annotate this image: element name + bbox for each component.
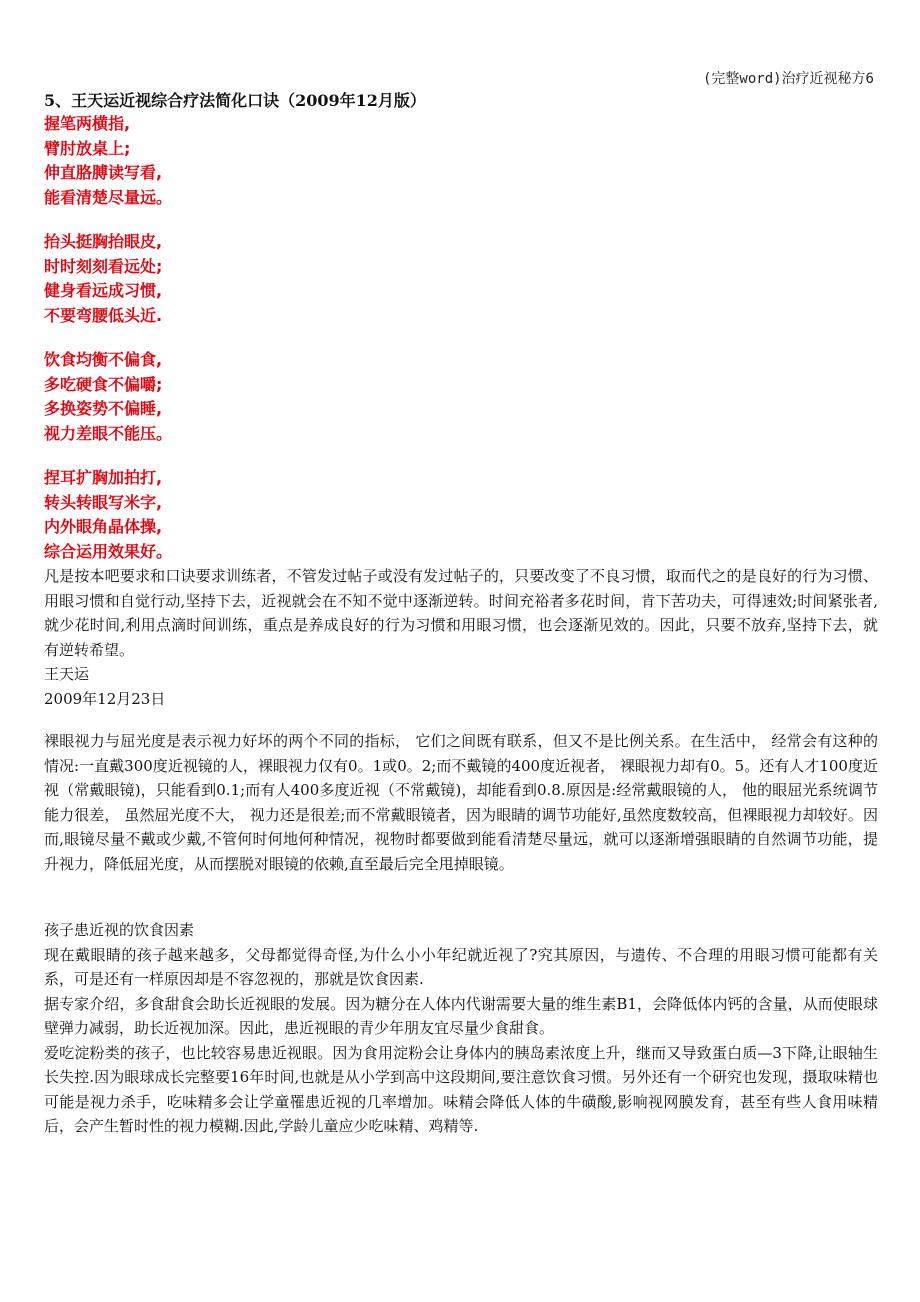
verse-line: 饮食均衡不偏食, (44, 350, 163, 369)
verse-line: 健身看远成习惯, (44, 281, 163, 300)
diet-paragraph: 现在戴眼睛的孩子越来越多，父母都觉得奇怪,为什么小小年纪就近视了?究其原因，与遗传、不合理的用眼习惯可能都有关系，可是还有一样原因却是不容忽视的，那就是饮食因素. (44, 945, 878, 988)
verse-block (44, 230, 878, 328)
verse-line: 抬头挺胸抬眼皮, (44, 232, 163, 251)
verse-line: 多吃硬食不偏嚼; (44, 374, 163, 394)
verse-block (44, 112, 878, 210)
verse-line: 捏耳扩胸加拍打, (44, 468, 163, 487)
verse-line: 多换姿势不偏睡, (44, 399, 163, 418)
vision-paragraph: 裸眼视力与屈光度是表示视力好坏的两个不同的指标， 它们之间既有联系，但又不是比例关系。在生活中， 经常会有这种的情况:一直戴300度近视镜的人，裸眼视力仅有0。1或0。2;而不戴镜的400度近视者， 裸眼视力却有0。5。还有人才100度近视（常戴眼镜)，只能看到0.1;而有人400多度近视（不常戴镜)，却能看到0.8.原因是:经常戴眼镜的人， 他的眼屈光系统调节能力很差， 虽然屈光度不大， 视力还是很差;而不常戴眼镜者，因为眼睛的调节功能好,虽然度数较高，但裸眼视力却较好。因而,眼镜尽量不戴或少戴,不管何时何地何种情况，视物时都要做到能看清楚尽量远，就可以逐渐增强眼睛的自然调节功能，提升视力，降低屈光度，从而摆脱对眼镜的依赖,直至最后完全甩掉眼镜。 (44, 732, 878, 873)
section-title: 孩子患近视的饮食因素 (44, 921, 195, 939)
verse-line: 握笔两横指, (44, 114, 131, 133)
verse-line: 伸直胳膊读写看, (44, 163, 163, 182)
verse-line: 视力差眼不能压。 (44, 423, 173, 443)
verse-line: 不要弯腰低头近. (44, 305, 163, 325)
date-line: 2009年12月23日 (44, 689, 166, 708)
diet-paragraph: 爱吃淀粉类的孩子，也比较容易患近视眼。因为食用淀粉会让身体内的胰岛素浓度上升，继而又导致蛋白质—3下降,让眼轴生长失控.因为眼球成长完整要16年时间,也就是从小学到高中这段期间,要注意饮食习惯。另外还有一个研究也发现，摄取味精也可能是视力杀手，吃味精多会让学童罹患近视的几率增加。味精会降低人体的牛磺酸,影响视网膜发育，甚至有些人食用味精后，会产生暂时性的视力模糊.因此,学龄儿童应少吃味精、鸡精等. (44, 1043, 878, 1135)
verse-line: 内外眼角晶体操, (44, 517, 163, 536)
verse-block (44, 466, 878, 564)
verse-block (44, 348, 878, 446)
diet-paragraph: 据专家介绍，多食甜食会助长近视眼的发展。因为糖分在人体内代谢需要大量的维生素B1，会降低体内钙的含量，从而使眼球壁弹力减弱，助长近视加深。因此，患近视眼的青少年朋友宜尽量少食甜食。 (44, 994, 878, 1037)
verse-line: 综合运用效果好。 (44, 541, 173, 561)
document-body (44, 90, 878, 1139)
author-name: 王天运 (44, 665, 90, 683)
verse-line: 能看清楚尽量远。 (44, 187, 173, 207)
verse-line: 时时刻刻看远处; (44, 256, 163, 276)
verse-line: 转头转眼写米字, (44, 492, 163, 512)
verse-line: 臂肘放桌上; (44, 138, 131, 158)
page-header: (完整word)治疗近视秘方6 (702, 71, 874, 87)
document-title: 5、王天运近视综合疗法简化口诀（2009年12月版） (44, 91, 426, 110)
training-paragraph: 凡是按本吧要求和口诀要求训练者，不管发过帖子或没有发过帖子的，只要改变了不良习惯，取而代之的是良好的行为习惯、用眼习惯和自觉行动,坚持下去，近视就会在不知不觉中逐渐逆转。时间充裕者多花时间，肯下苦功夫，可得速效;时间紧张者,就少花时间,利用点滴时间训练，重点是养成良好的行为习惯和用眼习惯，也会逐渐见效的。因此，只要不放弃,坚持下去，就有逆转希望。 (44, 567, 878, 659)
